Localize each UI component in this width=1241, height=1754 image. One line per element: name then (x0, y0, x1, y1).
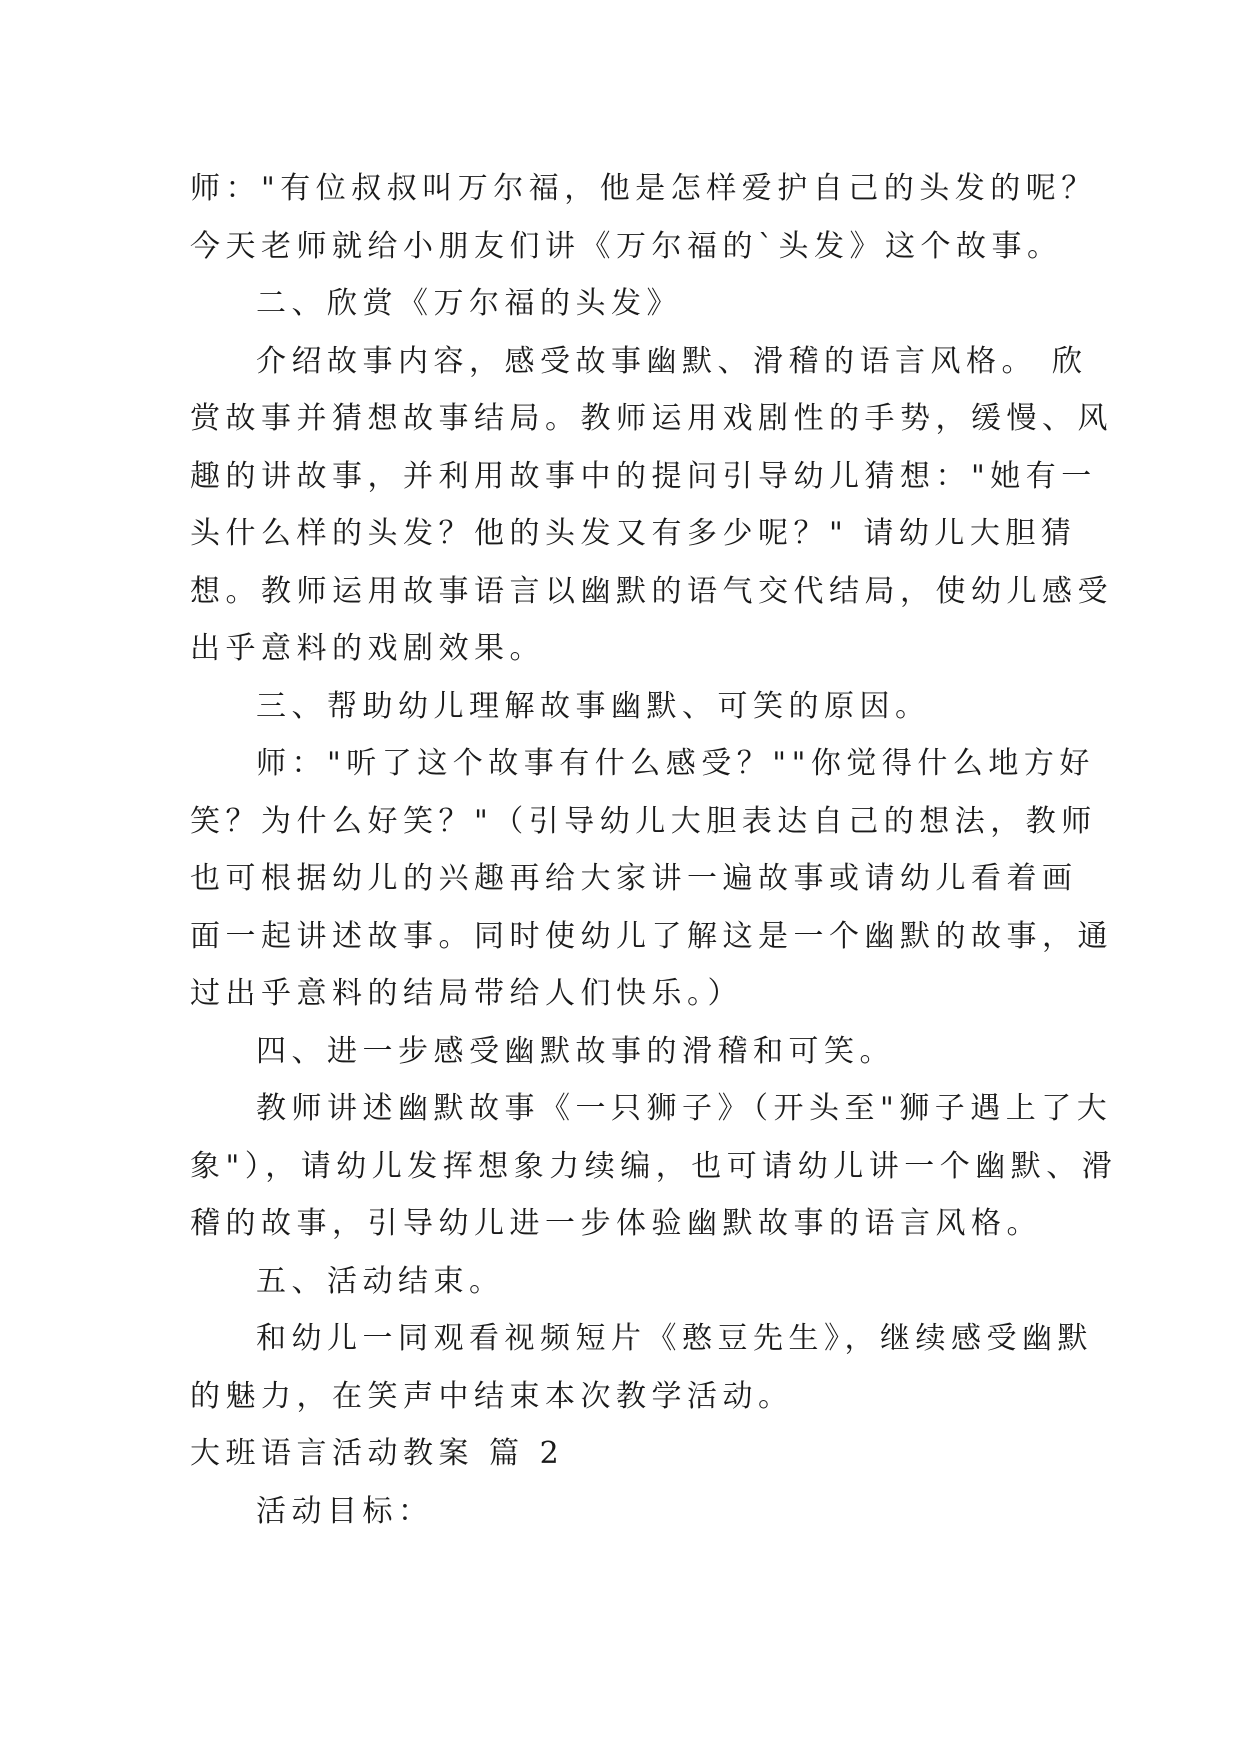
document-body (190, 160, 1118, 1540)
paragraph-line: 象"），请幼儿发挥想象力续编，也可请幼儿讲一个幽默、滑 (190, 1148, 1118, 1184)
paragraph-line: 面一起讲述故事。同时使幼儿了解这是一个幽默的故事，通 (190, 918, 1113, 954)
section-heading: 四、进一步感受幽默故事的滑稽和可笑。 (256, 1033, 895, 1069)
paragraph-line: 想。教师运用故事语言以幽默的语气交代结局，使幼儿感受 (190, 573, 1113, 609)
section-heading: 三、帮助幼儿理解故事幽默、可笑的原因。 (256, 688, 931, 724)
section-heading: 活动目标： (256, 1493, 434, 1529)
document-title: 大班语言活动教案 篇 2 (190, 1436, 565, 1471)
paragraph-line: 也可根据幼儿的兴趣再给大家讲一遍故事或请幼儿看着画 (190, 861, 1078, 896)
paragraph-line: 和幼儿一同观看视频短片《憨豆先生》，继续感受幽默 (256, 1321, 1093, 1356)
paragraph-line: 今天老师就给小朋友们讲《万尔福的`头发》这个故事。 (190, 228, 1063, 264)
paragraph-line: 头什么样的头发？他的头发又有多少呢？" 请幼儿大胆猜 (190, 516, 1077, 551)
section-heading: 二、欣赏《万尔福的头发》 (256, 286, 682, 321)
paragraph-line: 赏故事并猜想故事结局。教师运用戏剧性的手势，缓慢、风 (190, 401, 1113, 436)
paragraph-line: 的魅力，在笑声中结束本次教学活动。 (190, 1378, 794, 1414)
paragraph-line: 师："有位叔叔叫万尔福，他是怎样爱护自己的头发的呢？ (190, 171, 1097, 206)
paragraph-line: 过出乎意料的结局带给人们快乐。） (190, 976, 743, 1011)
paragraph-line: 出乎意料的戏剧效果。 (190, 631, 545, 666)
paragraph-line: 稽的故事，引导幼儿进一步体验幽默故事的语言风格。 (190, 1206, 1042, 1241)
section-heading: 五、活动结束。 (256, 1263, 505, 1299)
paragraph-line: 介绍故事内容，感受故事幽默、滑稽的语言风格。 欣 (256, 343, 1088, 379)
paragraph-line: 师："听了这个故事有什么感受？""你觉得什么地方好 (256, 746, 1095, 781)
paragraph-line: 教师讲述幽默故事《一只狮子》（开头至"狮子遇上了大 (256, 1091, 1113, 1126)
paragraph-line: 笑？为什么好笑？"（引导幼儿大胆表达自己的想法，教师 (190, 803, 1097, 839)
paragraph-line: 趣的讲故事，并利用故事中的提问引导幼儿猜想："她有一 (190, 458, 1097, 494)
